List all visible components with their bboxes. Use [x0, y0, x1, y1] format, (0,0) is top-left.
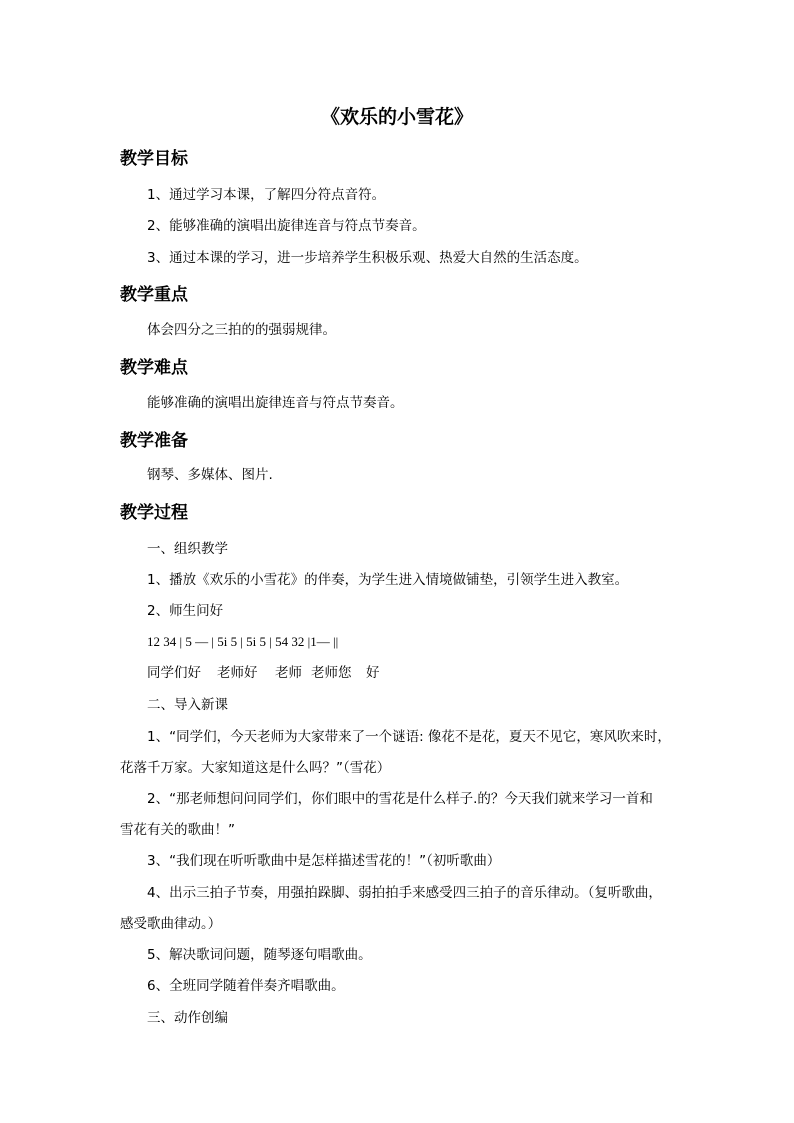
part2-step1-line2: 花落千万家。大家知道这是什么吗？”（雪花）	[120, 760, 391, 776]
preparation-text: 钢琴、多媒体、图片.	[147, 467, 273, 483]
key-points-text: 体会四分之三拍的的强弱规律。	[147, 322, 336, 338]
part2-step1-line1: 1、“同学们，今天老师为大家带来了一个谜语: 像花不是花，夏天不见它，寒风吹来时，	[147, 729, 671, 745]
part2-step3: 3、“我们现在听听歌曲中是怎样描述雪花的！”（初听歌曲）	[147, 853, 501, 869]
lyric-5: 好	[366, 665, 380, 681]
part2-step2-line2: 雪花有关的歌曲！”	[120, 822, 235, 838]
difficulties-text: 能够准确的演唱出旋律连音与符点节奏音。	[147, 395, 404, 411]
lyric-2: 老师好	[217, 665, 258, 681]
heading-key-points: 教学重点	[120, 285, 188, 305]
part2-title: 二、导入新课	[147, 697, 228, 713]
part1-title: 一、组织教学	[147, 541, 228, 557]
objective-item-3: 3、通过本课的学习，进一步培养学生积极乐观、热爱大自然的生活态度。	[147, 250, 588, 266]
part1-step2: 2、师生问好	[147, 603, 224, 619]
greeting-lyrics	[147, 663, 380, 683]
part3-title: 三、动作创编	[147, 1010, 228, 1026]
lyric-3: 老师	[275, 665, 302, 681]
heading-objectives: 教学目标	[120, 149, 188, 169]
document-title: 《欢乐的小雪花》	[320, 106, 473, 128]
part2-step4-line1: 4、出示三拍子节奏，用强拍跺脚、弱拍拍手来感受四三拍子的音乐律动。（复听歌曲，	[147, 885, 662, 901]
part1-step1: 1、播放《欢乐的小雪花》的伴奏，为学生进入情境做铺垫，引领学生进入教室。	[147, 572, 629, 588]
objective-item-1: 1、通过学习本课，了解四分符点音符。	[147, 187, 386, 203]
heading-preparation: 教学准备	[120, 431, 188, 451]
part2-step2-line1: 2、“那老师想问问同学们，你们眼中的雪花是什么样子.的？今天我们就来学习一首和	[147, 791, 653, 807]
greeting-notation: 12 34 | 5 — | 5i 5 | 5i 5 | 54 32 |1— ||	[147, 634, 339, 649]
heading-process: 教学过程	[120, 503, 188, 523]
part2-step5: 5、解决歌词问题，随琴逐句唱歌曲。	[147, 947, 372, 963]
lyric-1: 同学们好	[147, 665, 201, 681]
lyric-4: 老师您	[311, 665, 352, 681]
part2-step4-line2: 感受歌曲律动。）	[120, 916, 222, 932]
objective-item-2: 2、能够准确的演唱出旋律连音与符点节奏音。	[147, 218, 426, 234]
part2-step6: 6、全班同学随着伴奏齐唱歌曲。	[147, 978, 345, 994]
heading-difficulties: 教学难点	[120, 358, 188, 378]
